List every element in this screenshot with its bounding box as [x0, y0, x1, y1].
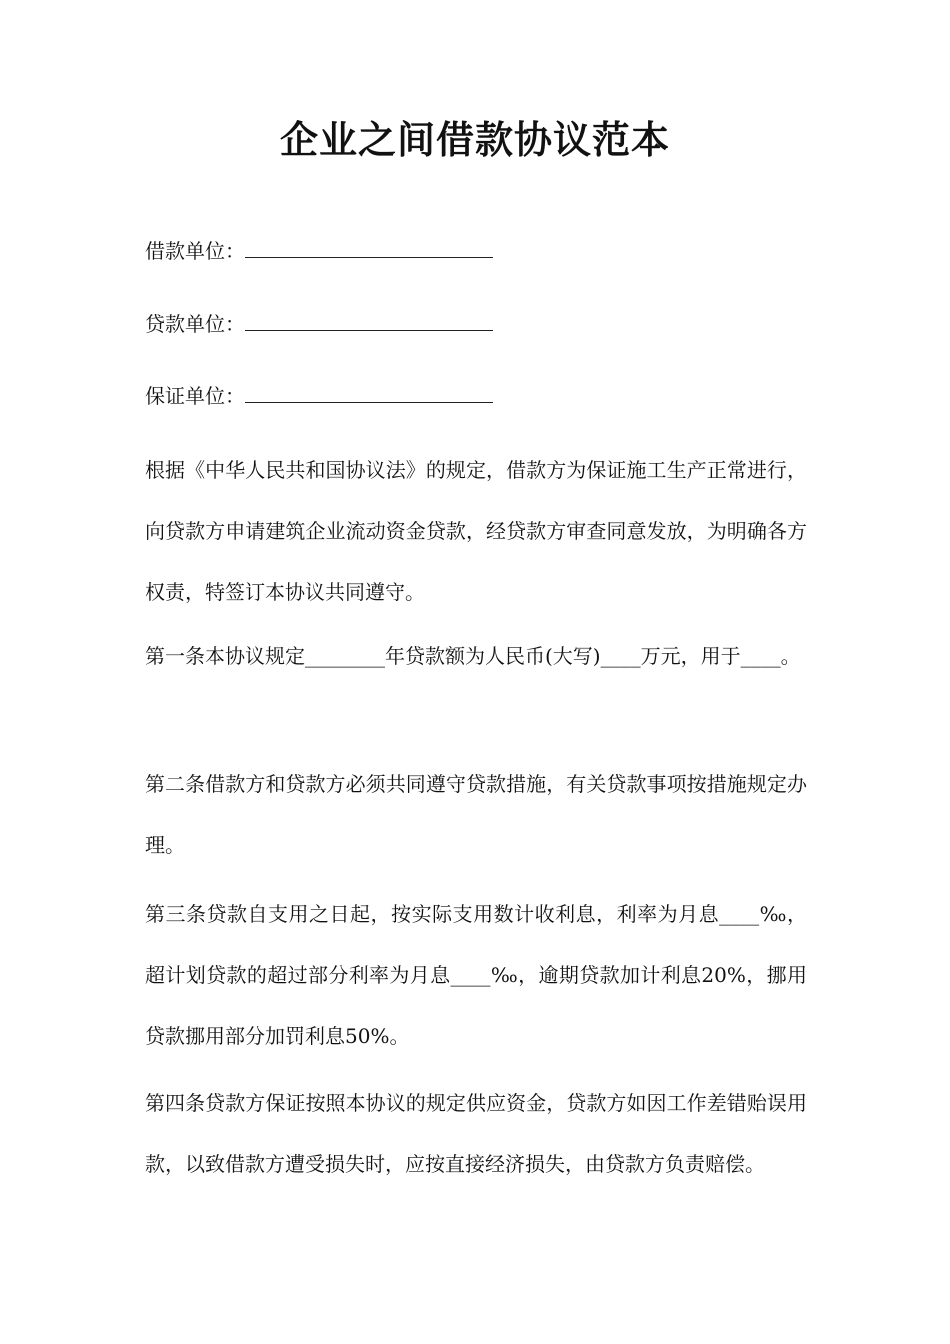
guarantor-blank — [245, 382, 493, 403]
article-4-paragraph: 第四条贷款方保证按照本协议的规定供应资金，贷款方如因工作差错贻误用款，以致借款方遭受损失时，应按直接经济损失，由贷款方负责赔偿。 — [145, 1091, 807, 1176]
lender-label: 贷款单位： — [145, 312, 245, 336]
borrower-blank — [245, 237, 493, 258]
guarantor-field — [145, 381, 493, 411]
article-3-paragraph: 第三条贷款自支用之日起，按实际支用数计收利息，利率为月息____‰，超计划贷款的超过部分利率为月息____‰，逾期贷款加计利息20%，挪用贷款挪用部分加罚利息50%。 — [145, 902, 807, 1048]
borrower-field — [145, 236, 493, 266]
borrower-label: 借款单位： — [145, 239, 245, 263]
preamble-paragraph: 根据《中华人民共和国协议法》的规定，借款方为保证施工生产正常进行，向贷款方申请建筑企业流动资金贷款，经贷款方审查同意发放，为明确各方权责，特签订本协议共同遵守。 — [145, 458, 807, 604]
article-2-paragraph: 第二条借款方和贷款方必须共同遵守贷款措施，有关贷款事项按措施规定办理。 — [145, 772, 807, 857]
lender-field — [145, 309, 493, 339]
guarantor-label: 保证单位： — [145, 384, 245, 408]
lender-blank — [245, 310, 493, 331]
article-1-paragraph: 第一条本协议规定________年贷款额为人民币(大写)____万元，用于____。 — [145, 644, 801, 668]
document-title: 企业之间借款协议范本 — [279, 117, 670, 162]
